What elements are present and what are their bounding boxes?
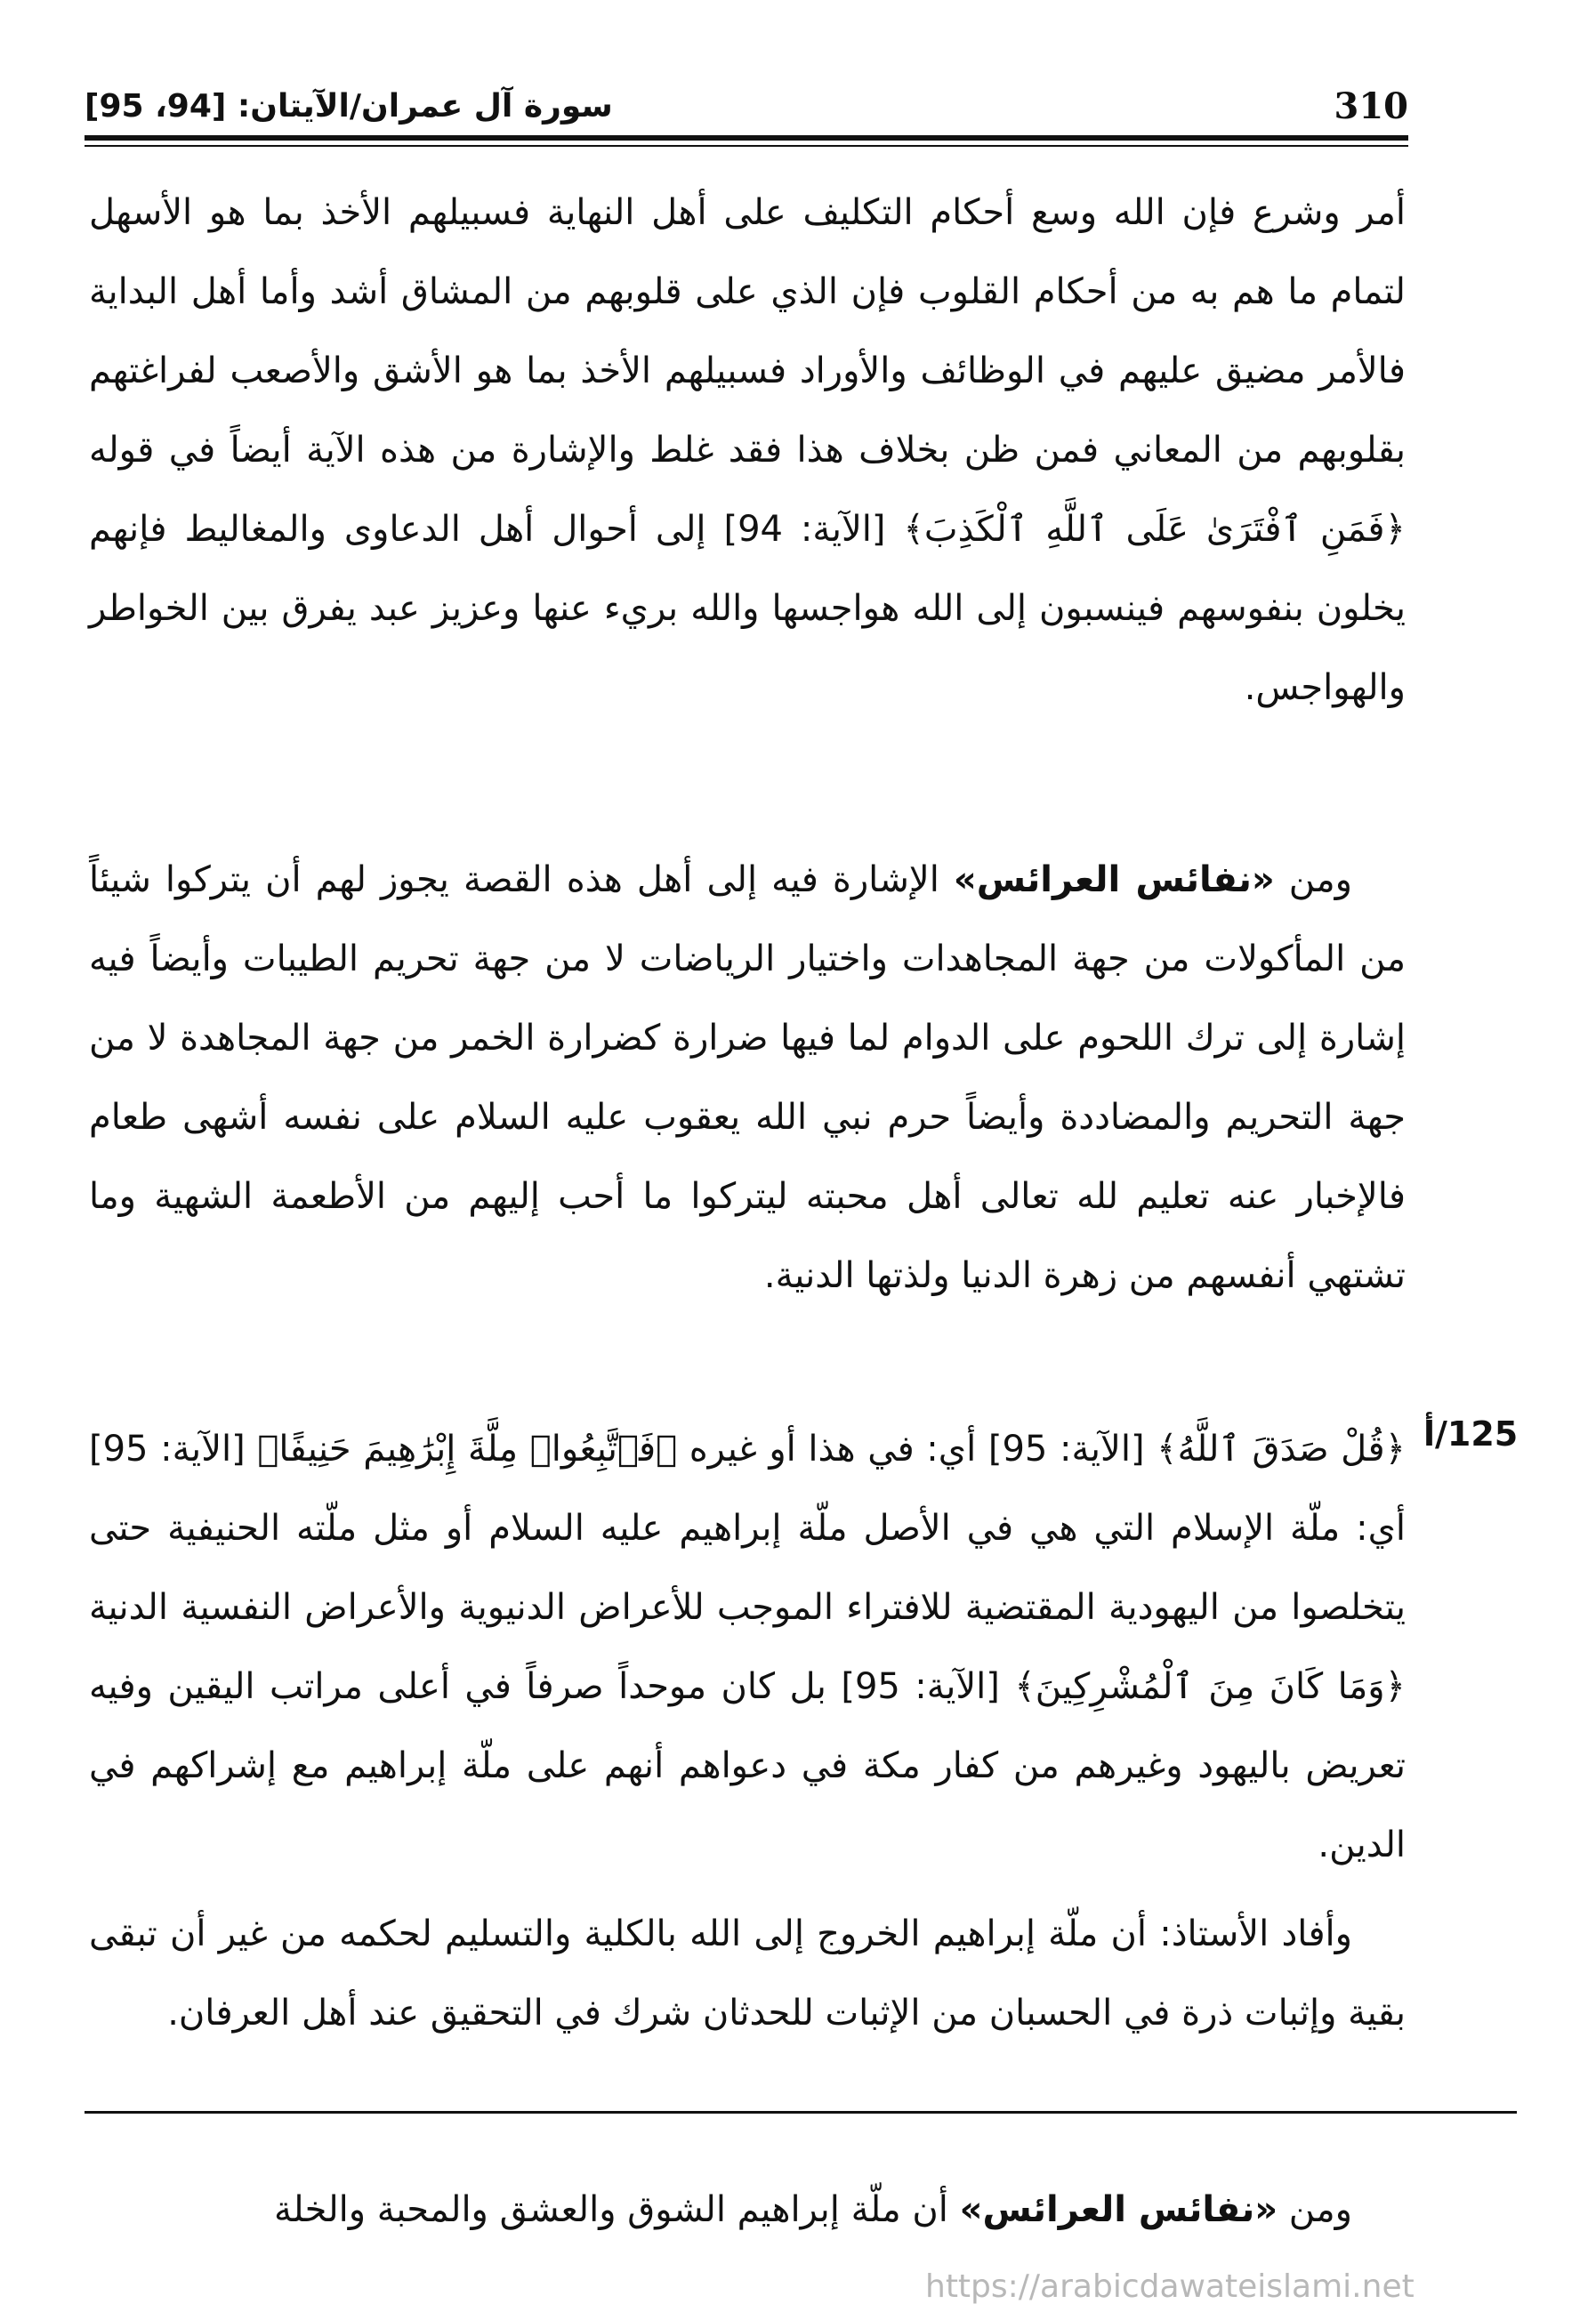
- paragraph-2-source: «نفائس العرائس»: [953, 859, 1275, 900]
- watermark: https://arabicdawateislami.net: [925, 2268, 1415, 2305]
- paragraph-5-lead: ومن: [1278, 2189, 1352, 2230]
- paragraph-2: [89, 841, 1406, 1316]
- header-rule-thin: [85, 145, 1408, 147]
- paragraph-4: وأفاد الأستاذ: أن ملّة إبراهيم الخروج إلى الله بالكلية والتسليم لحكمه من غير أن تبقى بقية وإثبات ذرة في الحسبان من الإثبات للحدثان شرك في التحقيق عند أهل العرفان.: [89, 1913, 1406, 2034]
- footnote-rule: [85, 2111, 1517, 2114]
- paragraph-5-body: أن ملّة إبراهيم الشوق والعشق والمحبة والخلة: [273, 2189, 960, 2230]
- running-title: سورة آل عمران/الآيتان: [94، 95]: [85, 87, 613, 125]
- paragraph-5-source: «نفائس العرائس»: [959, 2189, 1278, 2230]
- paragraph-2-body: الإشارة فيه إلى أهل هذه القصة يجوز لهم أن يتركوا شيئاً من المأكولات من جهة المجاهدات واختيار الرياضات لا من جهة تحريم الطيبات وأيضاً فيه إشارة إلى ترك اللحوم على الدوام لما فيها ضرارة كضرارة الخمر من جهة المجاهدة لا من جهة التحريم والمضاددة وأيضاً حرم نبي الله يعقوب عليه السلام على نفسه أشهى طعام فالإخبار عنه تعليم لله تعالى أهل محبته ليتركوا ما أحب إليهم من الأطعمة الشهية وما تشتهي أنفسهم من زهرة الدنيا ولذتها الدنية.: [89, 859, 1406, 1296]
- page-number: 310: [1334, 85, 1408, 127]
- paragraph-3: ﴿قُلْ صَدَقَ ٱللَّهُ﴾ [الآية: 95] أي: في هذا أو غيره ﴿فَٱتَّبِعُوا۟ مِلَّةَ إِبْرَٰهِيمَ حَنِيفًا﴾ [الآية: 95] أي: ملّة الإسلام التي هي في الأصل ملّة إبراهيم عليه السلام أو مثل ملّته الحنيفية حتى يتخلصوا من اليهودية المقتضية للافتراء الموجب للأعراض الدنيوية والأعراض النفسية الدنية ﴿وَمَا كَانَ مِنَ ٱلْمُشْرِكِينَ﴾ [الآية: 95] بل كان موحداً صرفاً في أعلى مراتب اليقين وفيه تعريض باليهود وغيرهم من كفار مكة في دعواهم أنهم على ملّة إبراهيم مع إشراكهم في الدين.: [89, 1429, 1406, 1865]
- margin-reference: 125/أ: [1423, 1414, 1519, 1454]
- page-header: [85, 75, 1408, 137]
- paragraph-2-lead: ومن: [1274, 859, 1352, 900]
- header-rule-thick: [85, 135, 1408, 141]
- paragraph-1: أمر وشرع فإن الله وسع أحكام التكليف على أهل النهاية فسبيلهم الأخذ بما هو الأسهل لتمام ما هم به من أحكام القلوب فإن الذي على قلوبهم من المشاق أشد وأما أهل البداية فالأمر مضيق عليهم في الوظائف والأوراد فسبيلهم الأخذ بما هو الأشق والأصعب لفراغتهم بقلوبهم من المعاني فمن ظن بخلاف هذا فقد غلط والإشارة من هذه الآية أيضاً في قوله ﴿فَمَنِ ٱفْتَرَىٰ عَلَى ٱللَّهِ ٱلْكَذِبَ﴾ [الآية: 94] إلى أحوال أهل الدعاوى والمغاليط فإنهم يخلون بنفوسهم فينسبون إلى الله هواجسها والله بريء عنها وعزيز عبد يفرق بين الخواطر والهواجس.: [89, 192, 1406, 708]
- paragraph-5: [89, 2171, 1406, 2250]
